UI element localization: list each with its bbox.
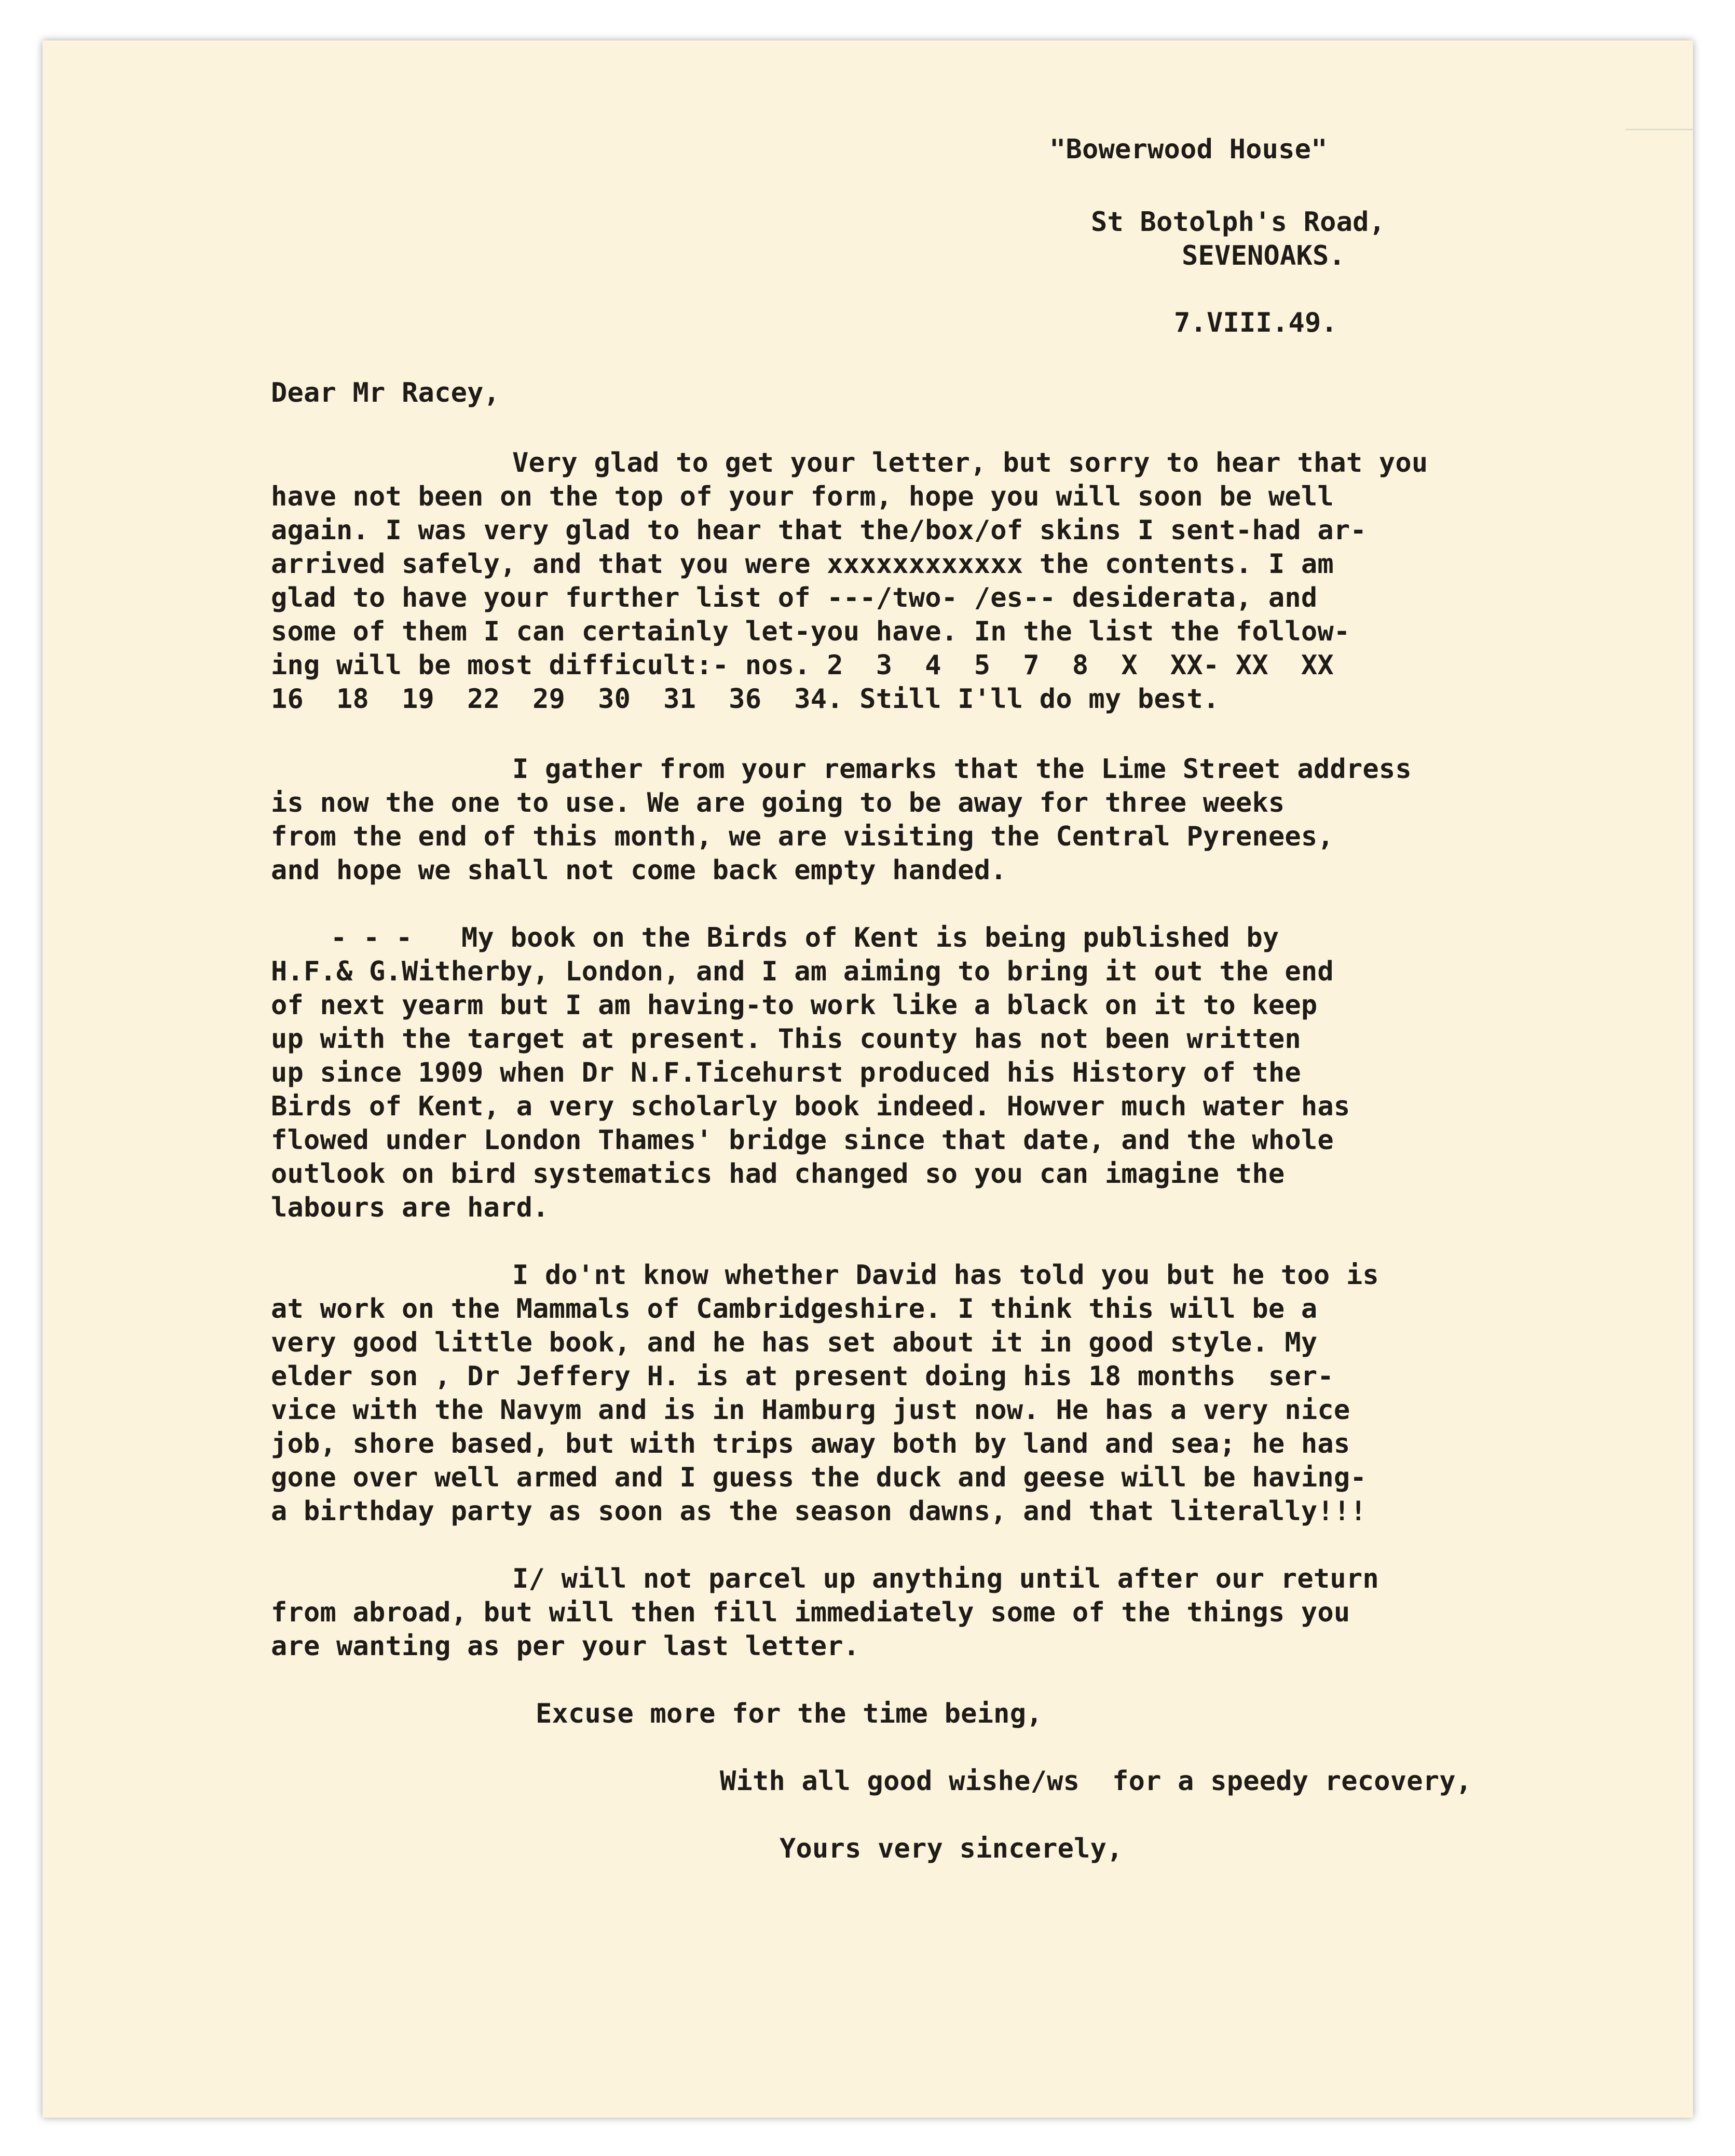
paragraph-line: gone over well armed and I guess the duck and geese will be having- [271, 1462, 1367, 1493]
paragraph-line: ing will be most difficult:- nos. 2 3 4 5 7 8 X XX- XX XX [271, 650, 1334, 681]
letterhead-house: "Bowerwood House" [1049, 134, 1328, 165]
paragraph-line: 16 18 19 22 29 30 31 36 34. Still I'll do my best. [271, 684, 1220, 715]
paragraph-line: I/ will not parcel up anything until after our return [512, 1563, 1379, 1594]
paragraph-line: flowed under London Thames' bridge since that date, and the whole [271, 1125, 1334, 1156]
paragraph-line: is now the one to use. We are going to be away for three weeks [271, 787, 1285, 818]
closing-signoff: Yours very sincerely, [780, 1833, 1123, 1864]
paragraph-line: - - - My book on the Birds of Kent is being published by [331, 922, 1279, 953]
paragraph-line: up since 1909 when Dr N.F.Ticehurst produced his History of the [271, 1057, 1301, 1088]
paragraph-line: Birds of Kent, a very scholarly book indeed. Howver much water has [271, 1091, 1350, 1122]
paragraph-line: up with the target at present. This county has not been written [271, 1024, 1301, 1055]
paragraph-line: I do'nt know whether David has told you but he too is [512, 1260, 1379, 1291]
paragraph-line: arrived safely, and that you were xxxxxxxxxxxx the contents. I am [271, 549, 1334, 580]
paragraph-line: and hope we shall not come back empty handed. [271, 855, 1007, 886]
paragraph-line: glad to have your further list of ---/two- /es-- desiderata, and [271, 582, 1318, 613]
paragraph-line: of next yearm but I am having-to work like a black on it to keep [271, 990, 1318, 1021]
paragraph-line: job, shore based, but with trips away both by land and sea; he has [271, 1428, 1350, 1459]
paragraph-line: some of them I can certainly let-you have. In the list the follow- [271, 616, 1350, 647]
paragraph-line: a birthday party as soon as the season dawns, and that literally!!! [271, 1496, 1367, 1527]
paragraph-line: at work on the Mammals of Cambridgeshire. I think this will be a [271, 1293, 1318, 1325]
letter-date: 7.VIII.49. [1174, 307, 1338, 338]
paragraph-line: again. I was very glad to hear that the/box/of skins I sent-had ar- [271, 515, 1367, 546]
closing-excuse: Excuse more for the time being, [536, 1698, 1043, 1729]
closing-wishes: With all good wishe/ws for a speedy recovery, [720, 1766, 1472, 1797]
paragraph-line: from the end of this month, we are visiting the Central Pyrenees, [271, 821, 1334, 852]
paragraph-line: elder son , Dr Jeffery H. is at present doing his 18 months ser- [271, 1361, 1334, 1392]
paragraph-line: H.F.& G.Witherby, London, and I am aiming to bring it out the end [271, 956, 1334, 987]
paragraph-line: very good little book, and he has set about it in good style. My [271, 1327, 1318, 1358]
paper-mark [1625, 129, 1693, 130]
letterhead-town: SEVENOAKS. [1182, 240, 1346, 271]
salutation: Dear Mr Racey, [271, 377, 500, 408]
paragraph-line: outlook on bird systematics had changed so you can imagine the [271, 1158, 1285, 1190]
paragraph-line: Very glad to get your letter, but sorry to hear that you [512, 447, 1428, 479]
letterhead-road: St Botolph's Road, [1091, 207, 1386, 238]
paragraph-line: vice with the Navym and is in Hamburg just now. He has a very nice [271, 1395, 1350, 1426]
letter-sheet [43, 40, 1693, 2118]
paragraph-line: have not been on the top of your form, hope you will soon be well [271, 481, 1334, 512]
paragraph-line: from abroad, but will then fill immediately some of the things you [271, 1597, 1350, 1628]
paragraph-line: I gather from your remarks that the Lime Street address [512, 754, 1412, 785]
paragraph-line: are wanting as per your last letter. [271, 1631, 860, 1662]
paragraph-line: labours are hard. [271, 1192, 549, 1223]
